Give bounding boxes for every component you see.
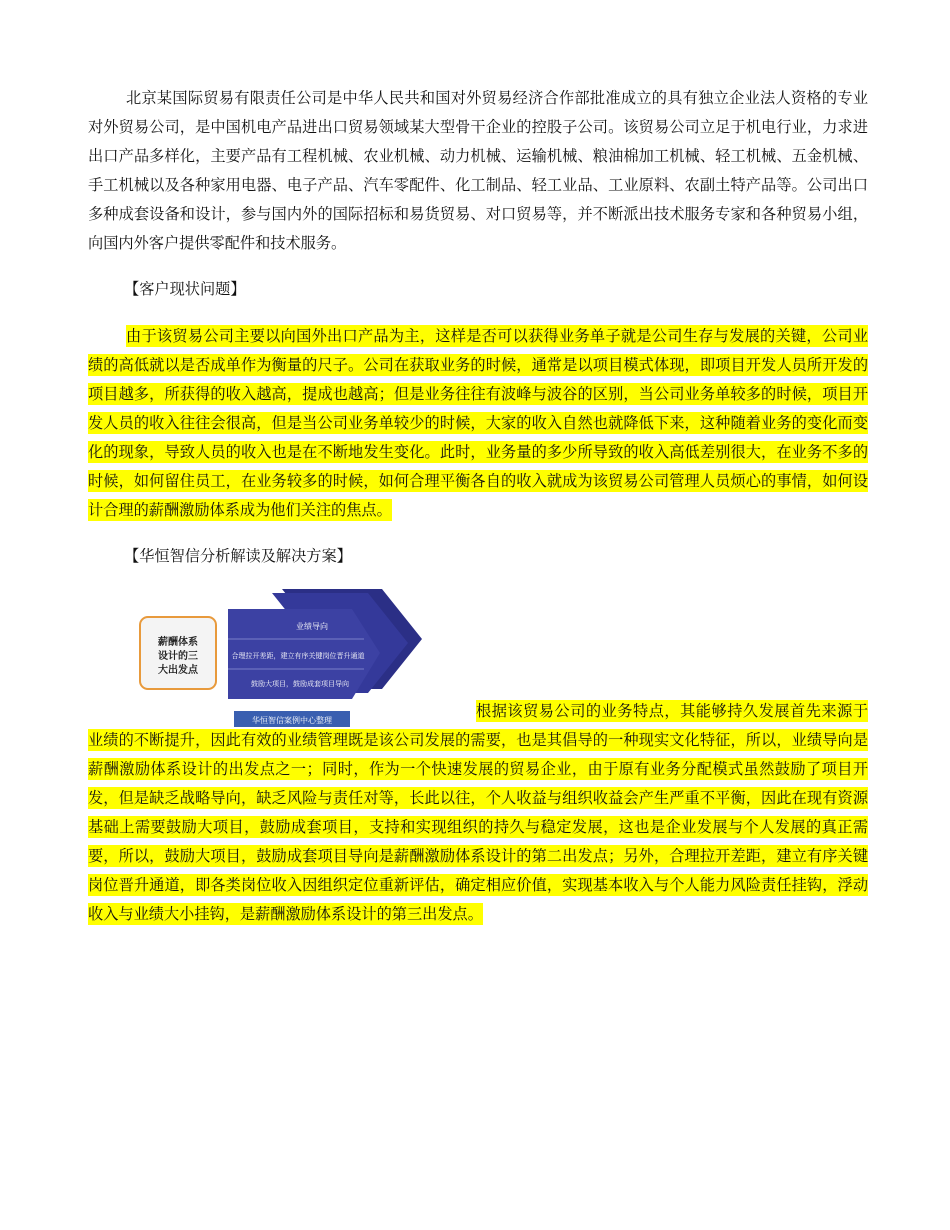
problem-paragraph xyxy=(88,322,868,525)
salary-design-figure xyxy=(132,589,472,731)
highlighted-text: 根据该贸易公司的业务特点，其能够持久发展首先来源于业绩的不断提升，因此有效的业绩管理既是该公司发展的需要，也是其倡导的一种现实文化特征，所以，业绩导向是薪酬激励体系设计的出发点之一；同时，作为一个快速发展的贸易企业，由于原有业务分配模式虽然鼓励了项目开发，但是缺乏战略导向，缺乏风险与责任对等，长此以往，个人收益与组织收益会产生严重不平衡，因此在现有资源基础上需要鼓励大项目，鼓励成套项目，支持和实现组织的持久与稳定发展，这也是企业发展与个人发展的真正需要，所以，鼓励大项目，鼓励成套项目导向是薪酬激励体系设计的第二出发点；另外，合理拉开差距，建立有序关键岗位晋升通道，即各类岗位收入因组织定位重新评估，确定相应价值，实现基本收入与个人能力风险责任挂钩，浮动收入与业绩大小挂钩，是薪酬激励体系设计的第三出发点。 xyxy=(88,702,868,923)
figure-label-line1: 薪酬体系 xyxy=(158,637,198,648)
document-page xyxy=(88,84,868,929)
highlighted-text: 由于该贸易公司主要以向国外出口产品为主，这样是否可以获得业务单子就是公司生存与发展的关键，公司业绩的高低就以是否成单作为衡量的尺子。公司在获取业务的时候，通常是以项目模式体现，即项目开发人员所开发的项目越多，所获得的收入越高，提成也越高；但是业务往往有波峰与波谷的区别，当公司业务单较多的时候，项目开发人员的收入往往会很高，但是当公司业务单较少的时候，大家的收入自然也就降低下来，这种随着业务的变化而变化的现象，导致人员的收入也是在不断地发生变化。此时，业务量的多少所导致的收入高低差别很大，在业务不多的时候，如何留住员工，在业务较多的时候，如何合理平衡各自的收入就成为该贸易公司管理人员烦心的事情，如何设计合理的薪酬激励体系成为他们关注的焦点。 xyxy=(88,327,868,519)
figure-row xyxy=(88,589,868,739)
section-heading-problem: 【客户现状问题】 xyxy=(124,280,246,298)
company-intro-paragraph: 北京某国际贸易有限责任公司是中华人民共和国对外贸易经济合作部批准成立的具有独立企业法人资格的专业对外贸易公司，是中国机电产品进出口贸易领域某大型骨干企业的控股子公司。该贸易公司立足于机电行业，力求进出口产品多样化，主要产品有工程机械、农业机械、动力机械、运输机械、粮油棉加工机械、轻工机械、五金机械、手工机械以及各种家用电器、电子产品、汽车零配件、化工制品、轻工业品、工业原料、农副土特产品等。公司出口多种成套设备和设计，参与国内外的国际招标和易货贸易、对口贸易等，并不断派出技术服务专家和各种贸易小组，向国内外客户提供零配件和技术服务。 xyxy=(88,89,868,252)
figure-label-line2: 设计的三 xyxy=(158,651,198,662)
figure-label-line3: 大出发点 xyxy=(158,665,198,676)
section-heading-solution: 【华恒智信分析解读及解决方案】 xyxy=(124,547,352,565)
figure-caption: 华恒智信案例中心整理 xyxy=(252,716,332,725)
arrow-row-gap: 合理拉开差距，建立有序关键岗位晋升通道 xyxy=(231,652,365,660)
arrow-row-projects: 鼓励大项目，鼓励成套项目导向 xyxy=(251,680,349,688)
arrow-row-performance: 业绩导向 xyxy=(296,622,328,631)
